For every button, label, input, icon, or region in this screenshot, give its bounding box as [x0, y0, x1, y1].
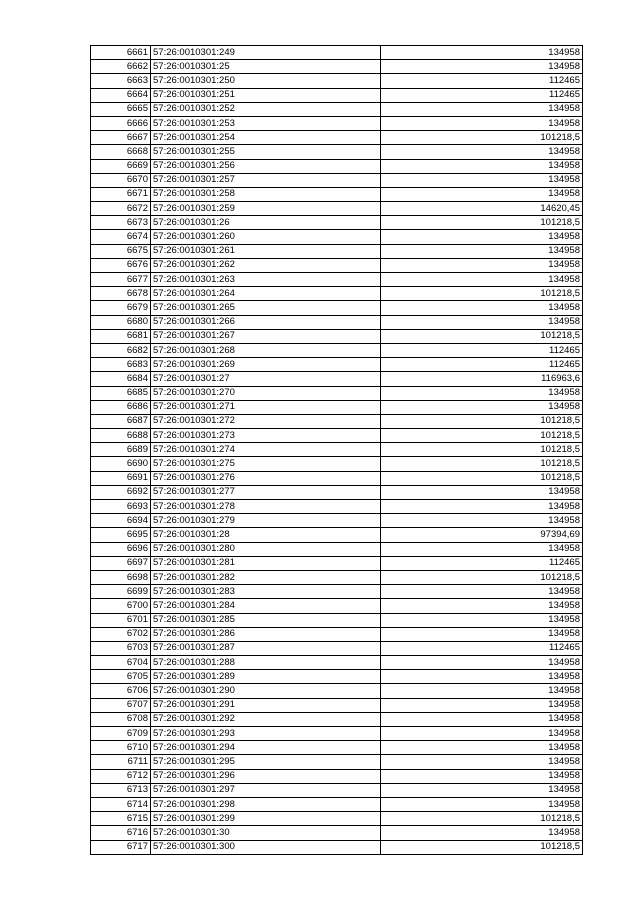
cadastral-number-cell: 57:26:0010301:274: [151, 443, 381, 457]
row-number-cell: 6677: [91, 273, 151, 287]
value-cell: 134958: [381, 244, 583, 258]
cadastral-number-cell: 57:26:0010301:262: [151, 258, 381, 272]
table-row: [91, 514, 583, 528]
table-row: [91, 301, 583, 315]
table-row: [91, 372, 583, 386]
cadastral-number-cell: 57:26:0010301:249: [151, 46, 381, 60]
cadastral-number-cell: 57:26:0010301:258: [151, 187, 381, 201]
row-number-cell: 6692: [91, 485, 151, 499]
cadastral-number-cell: 57:26:0010301:282: [151, 570, 381, 584]
cadastral-number-cell: 57:26:0010301:297: [151, 783, 381, 797]
value-cell: 112465: [381, 74, 583, 88]
value-cell: 134958: [381, 273, 583, 287]
value-cell: 134958: [381, 585, 583, 599]
value-cell: 134958: [381, 159, 583, 173]
row-number-cell: 6662: [91, 60, 151, 74]
cadastral-number-cell: 57:26:0010301:300: [151, 840, 381, 854]
cadastral-number-cell: 57:26:0010301:276: [151, 471, 381, 485]
table-row: [91, 585, 583, 599]
cadastral-number-cell: 57:26:0010301:286: [151, 627, 381, 641]
value-cell: 112465: [381, 556, 583, 570]
cadastral-number-cell: 57:26:0010301:293: [151, 727, 381, 741]
table-row: [91, 627, 583, 641]
row-number-cell: 6712: [91, 769, 151, 783]
row-number-cell: 6715: [91, 812, 151, 826]
table-row: [91, 443, 583, 457]
value-cell: 134958: [381, 400, 583, 414]
value-cell: 134958: [381, 783, 583, 797]
value-cell: 134958: [381, 230, 583, 244]
value-cell: 101218,5: [381, 216, 583, 230]
cadastral-number-cell: 57:26:0010301:285: [151, 613, 381, 627]
value-cell: 134958: [381, 599, 583, 613]
table-row: [91, 670, 583, 684]
value-cell: 134958: [381, 670, 583, 684]
cadastral-number-cell: 57:26:0010301:287: [151, 641, 381, 655]
row-number-cell: 6704: [91, 656, 151, 670]
row-number-cell: 6673: [91, 216, 151, 230]
row-number-cell: 6681: [91, 329, 151, 343]
value-cell: 101218,5: [381, 471, 583, 485]
row-number-cell: 6671: [91, 187, 151, 201]
row-number-cell: 6700: [91, 599, 151, 613]
row-number-cell: 6713: [91, 783, 151, 797]
row-number-cell: 6702: [91, 627, 151, 641]
value-cell: 134958: [381, 797, 583, 811]
row-number-cell: 6668: [91, 145, 151, 159]
value-cell: 101218,5: [381, 840, 583, 854]
cadastral-number-cell: 57:26:0010301:255: [151, 145, 381, 159]
row-number-cell: 6708: [91, 712, 151, 726]
row-number-cell: 6676: [91, 258, 151, 272]
row-number-cell: 6672: [91, 202, 151, 216]
table-row: [91, 187, 583, 201]
table-row: [91, 471, 583, 485]
table-row: [91, 400, 583, 414]
cadastral-number-cell: 57:26:0010301:268: [151, 343, 381, 357]
value-cell: 101218,5: [381, 812, 583, 826]
cadastral-number-cell: 57:26:0010301:253: [151, 116, 381, 130]
value-cell: 14620,45: [381, 202, 583, 216]
cadastral-number-cell: 57:26:0010301:256: [151, 159, 381, 173]
value-cell: 134958: [381, 727, 583, 741]
table-row: [91, 258, 583, 272]
cadastral-number-cell: 57:26:0010301:283: [151, 585, 381, 599]
cadastral-number-cell: 57:26:0010301:278: [151, 500, 381, 514]
cadastral-number-cell: 57:26:0010301:299: [151, 812, 381, 826]
row-number-cell: 6666: [91, 116, 151, 130]
cadastral-number-cell: 57:26:0010301:281: [151, 556, 381, 570]
row-number-cell: 6661: [91, 46, 151, 60]
value-cell: 134958: [381, 315, 583, 329]
table-body: [91, 46, 583, 855]
table-row: [91, 88, 583, 102]
table-row: [91, 500, 583, 514]
value-cell: 134958: [381, 712, 583, 726]
value-cell: 101218,5: [381, 429, 583, 443]
cadastral-number-cell: 57:26:0010301:26: [151, 216, 381, 230]
cadastral-number-cell: 57:26:0010301:264: [151, 287, 381, 301]
table-row: [91, 741, 583, 755]
table-row: [91, 74, 583, 88]
row-number-cell: 6680: [91, 315, 151, 329]
row-number-cell: 6670: [91, 173, 151, 187]
row-number-cell: 6695: [91, 528, 151, 542]
row-number-cell: 6717: [91, 840, 151, 854]
value-cell: 134958: [381, 102, 583, 116]
table-row: [91, 656, 583, 670]
value-cell: 101218,5: [381, 287, 583, 301]
cadastral-number-cell: 57:26:0010301:266: [151, 315, 381, 329]
row-number-cell: 6699: [91, 585, 151, 599]
value-cell: 101218,5: [381, 414, 583, 428]
table-row: [91, 244, 583, 258]
cadastral-number-cell: 57:26:0010301:275: [151, 457, 381, 471]
cadastral-number-cell: 57:26:0010301:254: [151, 131, 381, 145]
value-cell: 134958: [381, 173, 583, 187]
table-row: [91, 712, 583, 726]
table-row: [91, 202, 583, 216]
table-row: [91, 556, 583, 570]
cadastral-number-cell: 57:26:0010301:273: [151, 429, 381, 443]
cadastral-number-cell: 57:26:0010301:270: [151, 386, 381, 400]
value-cell: 134958: [381, 485, 583, 499]
cadastral-number-cell: 57:26:0010301:27: [151, 372, 381, 386]
row-number-cell: 6679: [91, 301, 151, 315]
table-row: [91, 457, 583, 471]
row-number-cell: 6678: [91, 287, 151, 301]
row-number-cell: 6683: [91, 358, 151, 372]
row-number-cell: 6707: [91, 698, 151, 712]
table-row: [91, 528, 583, 542]
cadastral-value-table: [90, 45, 583, 855]
table-row: [91, 429, 583, 443]
table-row: [91, 386, 583, 400]
row-number-cell: 6701: [91, 613, 151, 627]
row-number-cell: 6665: [91, 102, 151, 116]
value-cell: 112465: [381, 358, 583, 372]
row-number-cell: 6694: [91, 514, 151, 528]
row-number-cell: 6667: [91, 131, 151, 145]
value-cell: 134958: [381, 755, 583, 769]
table-row: [91, 698, 583, 712]
cadastral-number-cell: 57:26:0010301:295: [151, 755, 381, 769]
cadastral-number-cell: 57:26:0010301:280: [151, 542, 381, 556]
table-row: [91, 613, 583, 627]
table-row: [91, 769, 583, 783]
table-row: [91, 131, 583, 145]
value-cell: 101218,5: [381, 329, 583, 343]
value-cell: 134958: [381, 656, 583, 670]
table-row: [91, 60, 583, 74]
table-row: [91, 102, 583, 116]
row-number-cell: 6696: [91, 542, 151, 556]
table-row: [91, 641, 583, 655]
value-cell: 112465: [381, 88, 583, 102]
value-cell: 97394,69: [381, 528, 583, 542]
table-row: [91, 273, 583, 287]
row-number-cell: 6693: [91, 500, 151, 514]
cadastral-number-cell: 57:26:0010301:279: [151, 514, 381, 528]
table-row: [91, 46, 583, 60]
cadastral-number-cell: 57:26:0010301:30: [151, 826, 381, 840]
table-row: [91, 570, 583, 584]
table-row: [91, 485, 583, 499]
row-number-cell: 6669: [91, 159, 151, 173]
row-number-cell: 6706: [91, 684, 151, 698]
table-row: [91, 812, 583, 826]
cadastral-number-cell: 57:26:0010301:267: [151, 329, 381, 343]
row-number-cell: 6714: [91, 797, 151, 811]
row-number-cell: 6664: [91, 88, 151, 102]
cadastral-number-cell: 57:26:0010301:251: [151, 88, 381, 102]
value-cell: 134958: [381, 627, 583, 641]
value-cell: 134958: [381, 500, 583, 514]
cadastral-number-cell: 57:26:0010301:269: [151, 358, 381, 372]
cadastral-number-cell: 57:26:0010301:271: [151, 400, 381, 414]
value-cell: 134958: [381, 741, 583, 755]
value-cell: 101218,5: [381, 457, 583, 471]
table-row: [91, 599, 583, 613]
table-row: [91, 159, 583, 173]
cadastral-number-cell: 57:26:0010301:265: [151, 301, 381, 315]
row-number-cell: 6675: [91, 244, 151, 258]
row-number-cell: 6709: [91, 727, 151, 741]
table-row: [91, 287, 583, 301]
table-row: [91, 329, 583, 343]
table-row: [91, 216, 583, 230]
cadastral-number-cell: 57:26:0010301:28: [151, 528, 381, 542]
table-row: [91, 230, 583, 244]
table-row: [91, 840, 583, 854]
value-cell: 134958: [381, 769, 583, 783]
cadastral-number-cell: 57:26:0010301:272: [151, 414, 381, 428]
table-row: [91, 173, 583, 187]
cadastral-number-cell: 57:26:0010301:250: [151, 74, 381, 88]
row-number-cell: 6716: [91, 826, 151, 840]
cadastral-number-cell: 57:26:0010301:263: [151, 273, 381, 287]
row-number-cell: 6703: [91, 641, 151, 655]
table-row: [91, 116, 583, 130]
cadastral-number-cell: 57:26:0010301:298: [151, 797, 381, 811]
row-number-cell: 6687: [91, 414, 151, 428]
cadastral-number-cell: 57:26:0010301:261: [151, 244, 381, 258]
row-number-cell: 6691: [91, 471, 151, 485]
value-cell: 134958: [381, 258, 583, 272]
value-cell: 101218,5: [381, 443, 583, 457]
cadastral-number-cell: 57:26:0010301:291: [151, 698, 381, 712]
table-row: [91, 755, 583, 769]
cadastral-number-cell: 57:26:0010301:252: [151, 102, 381, 116]
value-cell: 101218,5: [381, 570, 583, 584]
value-cell: 112465: [381, 343, 583, 357]
row-number-cell: 6689: [91, 443, 151, 457]
cadastral-number-cell: 57:26:0010301:289: [151, 670, 381, 684]
table-row: [91, 797, 583, 811]
row-number-cell: 6705: [91, 670, 151, 684]
cadastral-number-cell: 57:26:0010301:259: [151, 202, 381, 216]
cadastral-number-cell: 57:26:0010301:290: [151, 684, 381, 698]
row-number-cell: 6711: [91, 755, 151, 769]
cadastral-number-cell: 57:26:0010301:292: [151, 712, 381, 726]
cadastral-number-cell: 57:26:0010301:260: [151, 230, 381, 244]
row-number-cell: 6710: [91, 741, 151, 755]
table-row: [91, 343, 583, 357]
value-cell: 134958: [381, 145, 583, 159]
row-number-cell: 6684: [91, 372, 151, 386]
cadastral-number-cell: 57:26:0010301:296: [151, 769, 381, 783]
row-number-cell: 6674: [91, 230, 151, 244]
row-number-cell: 6663: [91, 74, 151, 88]
cadastral-number-cell: 57:26:0010301:257: [151, 173, 381, 187]
value-cell: 134958: [381, 542, 583, 556]
row-number-cell: 6698: [91, 570, 151, 584]
value-cell: 134958: [381, 613, 583, 627]
value-cell: 134958: [381, 386, 583, 400]
row-number-cell: 6697: [91, 556, 151, 570]
value-cell: 134958: [381, 46, 583, 60]
table-row: [91, 542, 583, 556]
cadastral-number-cell: 57:26:0010301:294: [151, 741, 381, 755]
table-row: [91, 684, 583, 698]
table-row: [91, 358, 583, 372]
value-cell: 134958: [381, 514, 583, 528]
value-cell: 134958: [381, 187, 583, 201]
cadastral-number-cell: 57:26:0010301:284: [151, 599, 381, 613]
table-row: [91, 414, 583, 428]
value-cell: 134958: [381, 60, 583, 74]
table-row: [91, 783, 583, 797]
row-number-cell: 6682: [91, 343, 151, 357]
cadastral-number-cell: 57:26:0010301:288: [151, 656, 381, 670]
table-row: [91, 727, 583, 741]
value-cell: 134958: [381, 684, 583, 698]
value-cell: 134958: [381, 698, 583, 712]
table-row: [91, 826, 583, 840]
value-cell: 116963,6: [381, 372, 583, 386]
row-number-cell: 6690: [91, 457, 151, 471]
table-row: [91, 315, 583, 329]
row-number-cell: 6688: [91, 429, 151, 443]
value-cell: 134958: [381, 116, 583, 130]
row-number-cell: 6686: [91, 400, 151, 414]
cadastral-number-cell: 57:26:0010301:277: [151, 485, 381, 499]
table-row: [91, 145, 583, 159]
value-cell: 134958: [381, 826, 583, 840]
row-number-cell: 6685: [91, 386, 151, 400]
value-cell: 134958: [381, 301, 583, 315]
cadastral-number-cell: 57:26:0010301:25: [151, 60, 381, 74]
value-cell: 112465: [381, 641, 583, 655]
value-cell: 101218,5: [381, 131, 583, 145]
